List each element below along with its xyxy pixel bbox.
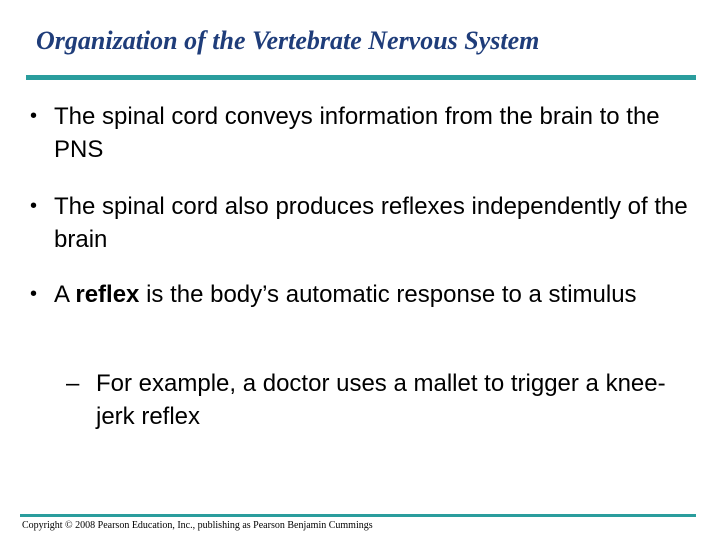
bullet-text: The spinal cord conveys information from the brain to the PNS: [54, 103, 660, 163]
bullet-text: The spinal cord also produces reflexes independently of the brain: [54, 193, 688, 253]
bold-term: reflex: [75, 281, 140, 308]
title-divider: [26, 75, 696, 80]
slide-title: Organization of the Vertebrate Nervous System: [36, 26, 540, 55]
bullet-text-suffix: is the body’s automatic response to a stimulus: [139, 281, 637, 308]
copyright-notice: Copyright © 2008 Pearson Education, Inc., publishing as Pearson Benjamin Cummings: [22, 520, 373, 531]
bullet-text: [54, 278, 694, 311]
bullet-marker: •: [30, 195, 38, 217]
sub-bullet-marker: –: [66, 370, 80, 397]
bullet-marker: •: [30, 283, 38, 305]
sub-bullet-text: For example, a doctor uses a mallet to trigger a knee-jerk reflex: [96, 370, 666, 430]
bullet-marker: •: [30, 105, 38, 127]
footer-divider: [20, 514, 696, 517]
bullet-text-prefix: A: [54, 281, 76, 308]
